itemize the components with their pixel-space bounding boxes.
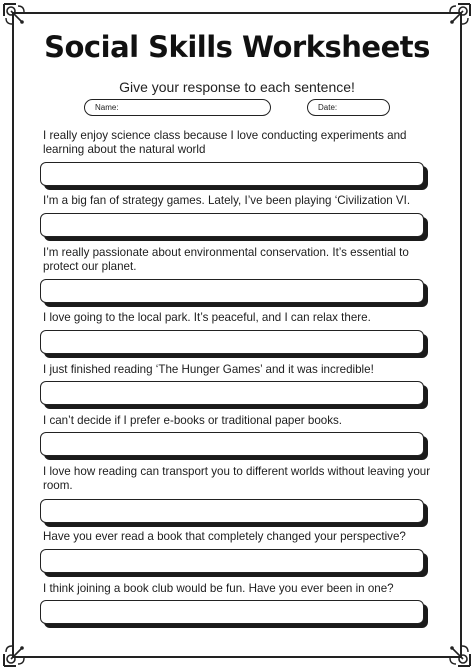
answer-box[interactable] [40, 600, 424, 624]
question-text: I can’t decide if I prefer e-books or traditional paper books. [43, 414, 343, 427]
question-text: I’m really passionate about environmental conservation. It’s essential to protect our planet. [43, 246, 409, 273]
answer-box[interactable] [40, 499, 424, 523]
instruction-text: Give your response to each sentence! [119, 79, 355, 95]
question-text: I really enjoy science class because I love conducting experiments and learning about the natural world [43, 129, 407, 156]
date-field[interactable] [307, 99, 390, 116]
question-text: I just finished reading ‘The Hunger Games’ and it was incredible! [43, 363, 374, 376]
question-text: I think joining a book club would be fun. Have you ever been in one? [43, 582, 394, 595]
name-label: Name: [95, 103, 119, 112]
answer-box[interactable] [40, 162, 424, 186]
corner-ornament-icon [2, 642, 28, 668]
answer-box[interactable] [40, 432, 424, 456]
name-field[interactable] [84, 99, 271, 116]
corner-ornament-icon [446, 642, 472, 668]
corner-ornament-icon [446, 2, 472, 28]
answer-box[interactable] [40, 330, 424, 354]
page-title: Social Skills Worksheets [44, 30, 430, 64]
answer-box[interactable] [40, 381, 424, 405]
date-label: Date: [318, 103, 338, 112]
question-text: Have you ever read a book that completely changed your perspective? [43, 530, 406, 543]
question-text: I love how reading can transport you to different worlds without leaving your room. [43, 465, 431, 492]
answer-box[interactable] [40, 213, 424, 237]
question-text: I love going to the local park. It’s peaceful, and I can relax there. [43, 311, 371, 324]
corner-ornament-icon [2, 2, 28, 28]
question-text: I’m a big fan of strategy games. Lately, I’ve been playing ‘Civilization VI. [43, 194, 411, 207]
answer-box[interactable] [40, 549, 424, 573]
answer-box[interactable] [40, 279, 424, 303]
